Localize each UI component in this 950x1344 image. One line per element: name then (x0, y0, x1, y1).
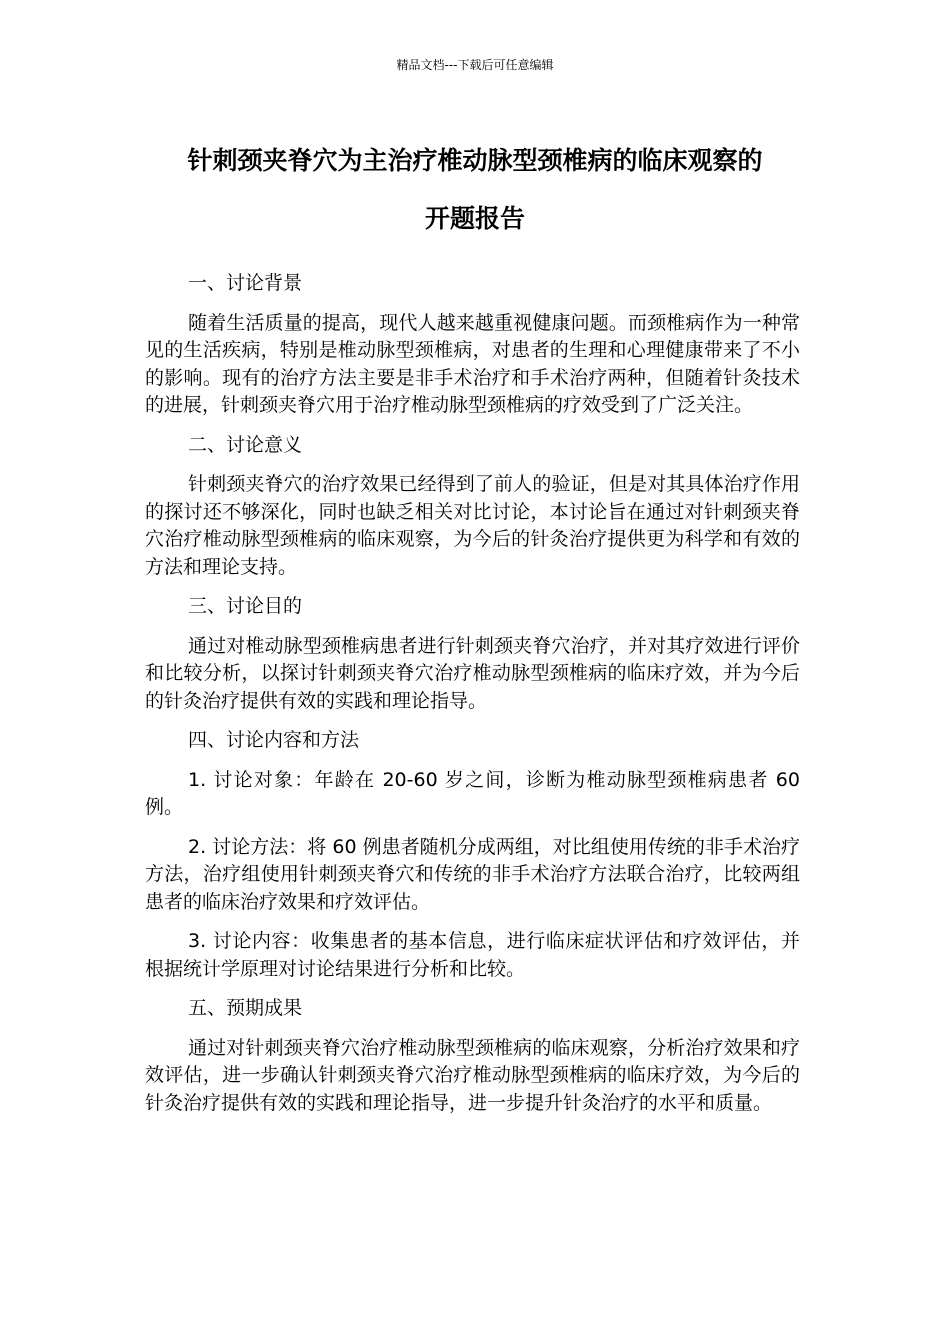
paragraph: 1. 讨论对象：年龄在 20-60 岁之间，诊断为椎动脉型颈椎病患者 60 例。 (145, 768, 800, 818)
header-note: 精品文档---下载后可任意编辑 (396, 58, 554, 72)
paragraph: 随着生活质量的提高，现代人越来越重视健康问题。而颈椎病作为一种常见的生活疾病，特别是椎动脉型颈椎病，对患者的生理和心理健康带来了不小的影响。现有的治疗方法主要是非手术治疗和手术治疗两种，但随着针灸技术的进展，针刺颈夹脊穴用于治疗椎动脉型颈椎病的疗效受到了广泛关注。 (145, 311, 800, 416)
section-background (145, 270, 800, 420)
section-expected-results (145, 995, 800, 1117)
section-content-methods (145, 727, 800, 983)
section-heading: 二、讨论意义 (188, 433, 303, 456)
section-purpose (145, 593, 800, 715)
paragraph: 通过对椎动脉型颈椎病患者进行针刺颈夹脊穴治疗，并对其疗效进行评价和比较分析，以探讨针刺颈夹脊穴治疗椎动脉型颈椎病的临床疗效，并为今后的针灸治疗提供有效的实践和理论指导。 (145, 634, 800, 712)
section-significance (145, 432, 800, 582)
title-line-2: 开题报告 (424, 204, 525, 233)
title-line-1: 针刺颈夹脊穴为主治疗椎动脉型颈椎病的临床观察的 (187, 146, 763, 175)
paragraph: 针刺颈夹脊穴的治疗效果已经得到了前人的验证，但是对其具体治疗作用的探讨还不够深化，同时也缺乏相关对比讨论，本讨论旨在通过对针刺颈夹脊穴治疗椎动脉型颈椎病的临床观察，为今后的针灸治疗提供更为科学和有效的方法和理论支持。 (145, 473, 800, 578)
section-heading: 五、预期成果 (188, 997, 303, 1019)
document-title (145, 132, 805, 248)
document-body (145, 270, 800, 1129)
section-heading: 四、讨论内容和方法 (188, 729, 360, 751)
paragraph: 通过对针刺颈夹脊穴治疗椎动脉型颈椎病的临床观察，分析治疗效果和疗效评估，进一步确认针刺颈夹脊穴治疗椎动脉型颈椎病的临床疗效，为今后的针灸治疗提供有效的实践和理论指导，进一步提升针灸治疗的水平和质量。 (145, 1036, 800, 1114)
section-heading: 一、讨论背景 (188, 272, 303, 294)
section-heading: 三、讨论目的 (188, 595, 303, 617)
paragraph: 3. 讨论内容：收集患者的基本信息，进行临床症状评估和疗效评估，并根据统计学原理对讨论结果进行分析和比较。 (145, 930, 800, 980)
paragraph: 2. 讨论方法：将 60 例患者随机分成两组，对比组使用传统的非手术治疗方法，治疗组使用针刺颈夹脊穴和传统的非手术治疗方法联合治疗，比较两组患者的临床治疗效果和疗效评估。 (145, 835, 800, 913)
